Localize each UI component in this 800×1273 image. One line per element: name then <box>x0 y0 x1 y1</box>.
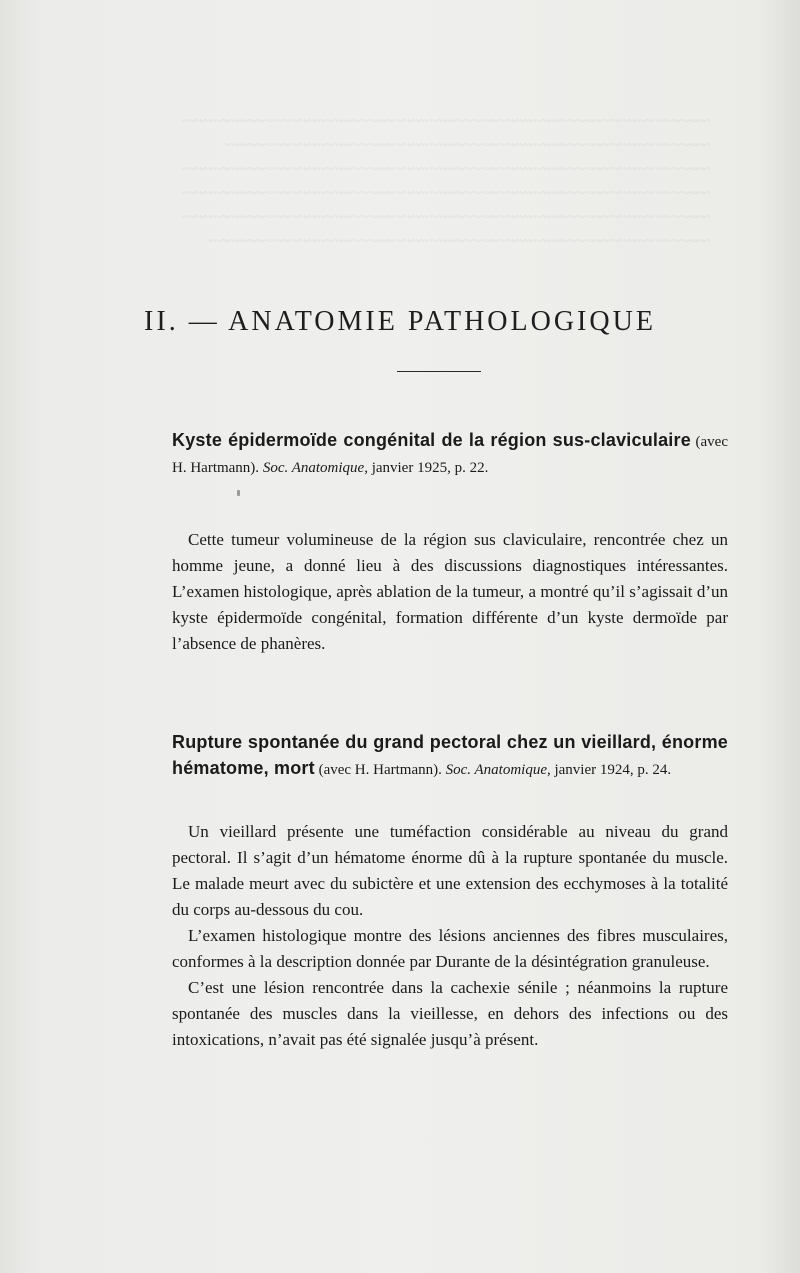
heading-divider <box>397 371 481 372</box>
entry-journal: Soc. Anatomique <box>445 762 547 778</box>
chapter-heading: II. — ANATOMIE PATHOLOGIQUE <box>144 306 656 337</box>
entry-paragraph: L’examen histologique montre des lésions anciennes des fibres musculaires, conformes à la description donnée par Durante de la désintégration granuleuse. <box>172 926 728 971</box>
entry-date: , janvier 1924, p. 24. <box>546 762 672 778</box>
bleed-through-text: ~~~~~~~~~~~~~~~~~~~~~~~~~~~~~~~~~~~~~~~~~~~~~~~~~~~~~~~~~~~~~ ~~~~~~~~~~~~~~~~~~~~~~~~~~~~~~~~~~~~~~~~~~~~~~~~~~~~~~~~ ~~~~~~~~~~~~~~~~~~~~~~~~~~~~~~~~~~~~~~~~~~~~~~~~~~~~~~~~~~~~~ ~~~~~~~~~~~~~~~~~~~~~~~~~~~~~~~~~~~~~~~~~~~~~~~~~~~~~~~~~~~~~ ~~~~~~~~~~~~~~~~~~~~~~~~~~~~~~~~~~~~~~~~~~~~~~~~~~~~~~~~~~~~~ ~~~~~~~~~~~~~~~~~~~~~~~~~~~~~~~~~~~~~~~~~~~~~~~~~~~~~~~~~~ <box>181 113 710 250</box>
entry-rupture <box>172 730 728 1053</box>
entry-authors: (avec H. Hartmann). <box>172 434 728 476</box>
entry-journal: Soc. Anatomique <box>262 460 365 476</box>
entry-title-bold: Rupture spontanée du grand pectoral chez un vieillard, énorme hématome, mort <box>172 732 728 778</box>
entry-title <box>172 428 728 481</box>
entry-date: , janvier 1925, p. 22. <box>364 460 489 476</box>
entry-paragraph: Cette tumeur volumineuse de la région sus claviculaire, rencontrée chez un homme jeune, a donné lieu à des discussions diagnostiques intéressantes. L’examen histologique, après ablation de la tumeur, a montré qu’il s’agissait d’un kyste épidermoïde congénital, formation différente d’un kyste dermoïde par l’absence de phanères. <box>172 530 728 653</box>
entry-paragraph: Un vieillard présente une tuméfaction considérable au niveau du grand pectoral. Il s’agit d’un hématome énorme dû à la rupture spontanée du muscle. Le malade meurt avec du subictère et une extension des ecchymoses à la totalité du corps au-dessous du cou. <box>172 822 728 919</box>
entry-authors: (avec H. Hartmann). <box>314 762 446 778</box>
entry-kyste <box>172 428 728 657</box>
entry-title-bold: Kyste épidermoïde congénital de la région sus-claviculaire <box>172 430 691 450</box>
entry-title <box>172 730 728 783</box>
entry-paragraph: C’est une lésion rencontrée dans la cachexie sénile ; néanmoins la rupture spontanée des muscles dans la vieillesse, en dehors des infections ou des intoxications, n’avait pas été signalée jusqu’à présent. <box>172 978 728 1049</box>
